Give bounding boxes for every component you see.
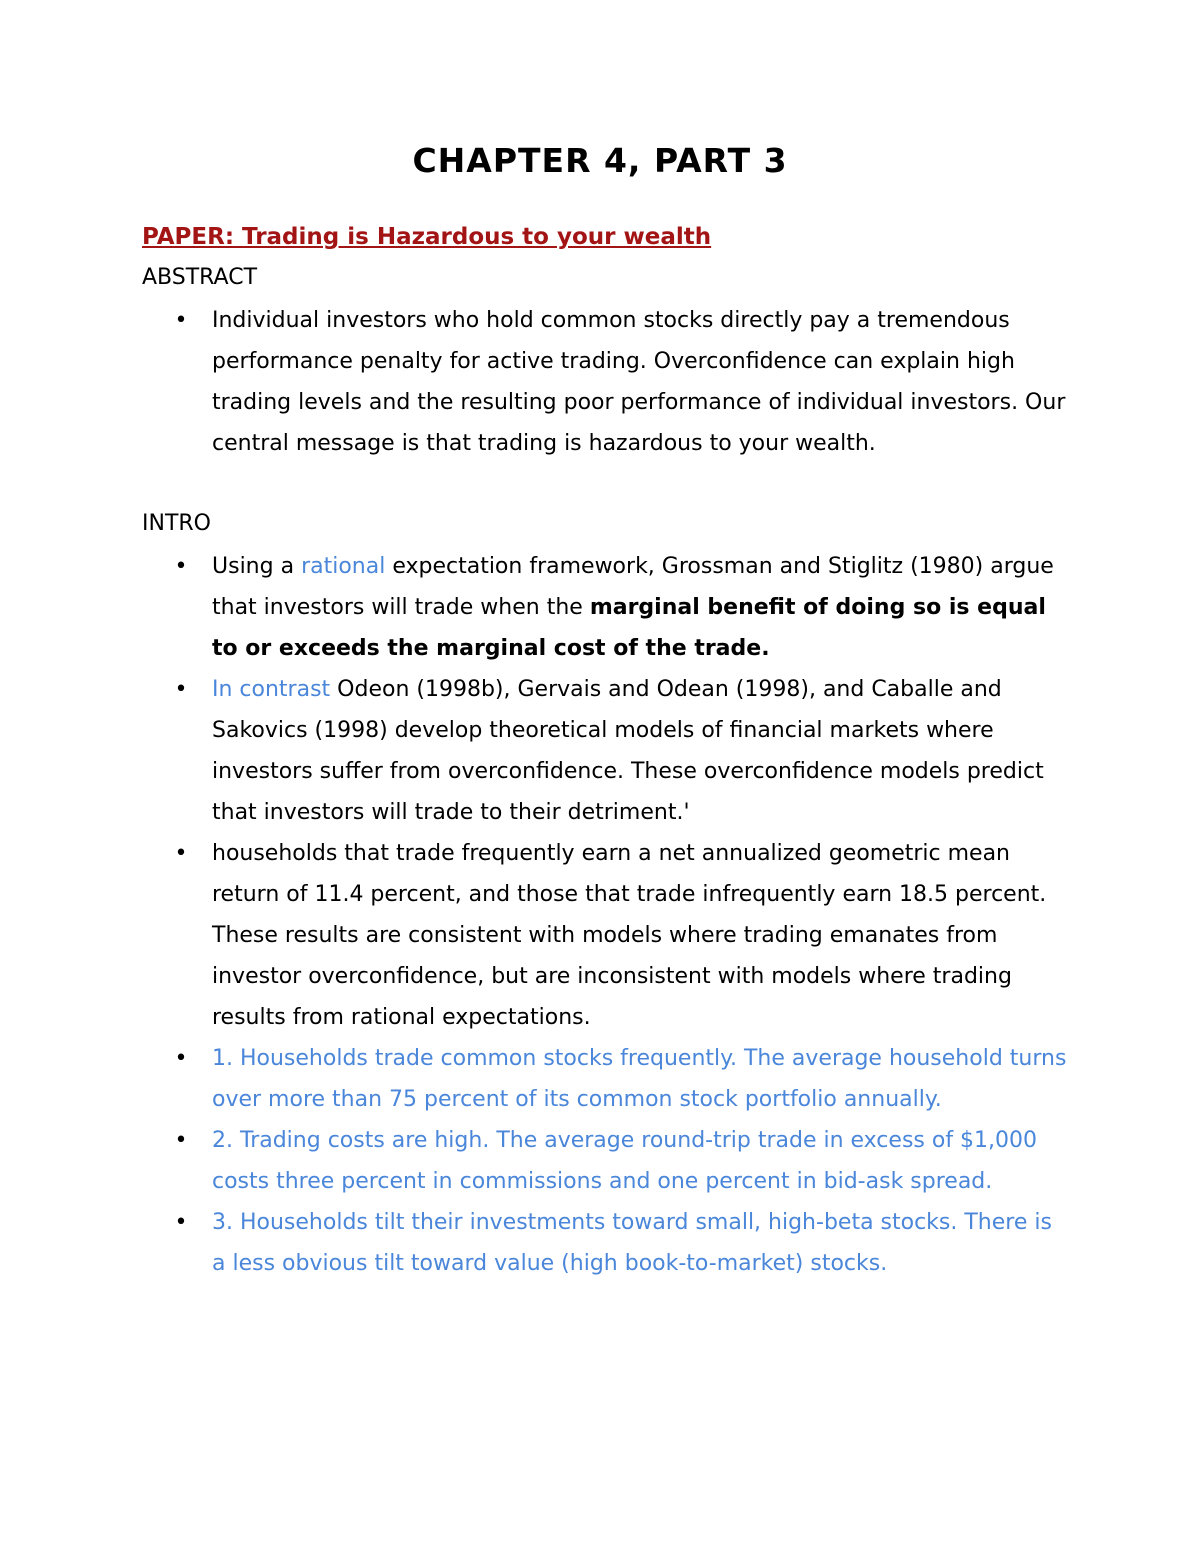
intro-b1-mid: expectation framework, Grossman and Stiglitz (1980) argue that investors will trade when the xyxy=(212,554,1054,620)
bullet-icon: • xyxy=(174,554,188,579)
bullet-icon: • xyxy=(174,1128,188,1153)
list-item xyxy=(0,300,1072,464)
abstract-label: ABSTRACT xyxy=(142,265,258,290)
list-item xyxy=(0,669,1072,833)
bullet-icon: • xyxy=(174,308,188,333)
bullet-icon: • xyxy=(174,1046,188,1071)
list-item xyxy=(0,546,1072,669)
intro-b2-rest: Odeon (1998b), Gervais and Odean (1998), and Caballe and Sakovics (1998) develop theoretical models of financial markets where investors suffer from overconfidence. These overconfidence models predict that investors will trade to their detriment.' xyxy=(212,677,1044,825)
abstract-list xyxy=(0,300,1200,464)
list-item xyxy=(0,833,1072,1038)
intro-list xyxy=(0,546,1200,1284)
intro-b5-text: 2. Trading costs are high. The average round-trip trade in excess of $1,000 costs three percent in commissions and one percent in bid-ask spread. xyxy=(212,1128,1038,1194)
intro-b4-text: 1. Households trade common stocks frequently. The average household turns over more than 75 percent of its common stock portfolio annually. xyxy=(212,1046,1067,1112)
intro-b6-text: 3. Households tilt their investments toward small, high-beta stocks. There is a less obvious tilt toward value (high book-to-market) stocks. xyxy=(212,1210,1052,1276)
intro-b3-text: households that trade frequently earn a net annualized geometric mean return of 11.4 percent, and those that trade infrequently earn 18.5 percent. These results are consistent with models where trading emanates from investor overconfidence, but are inconsistent with models where trading results from rational expectations. xyxy=(212,841,1047,1030)
list-item xyxy=(0,1038,1072,1120)
abstract-text: Individual investors who hold common stocks directly pay a tremendous performance penalty for active trading. Overconfidence can explain high trading levels and the resulting poor performance of individual investors. Our central message is that trading is hazardous to your wealth. xyxy=(212,308,1066,456)
rational-highlight: rational xyxy=(301,554,386,579)
list-item xyxy=(0,1120,1072,1202)
page-title: CHAPTER 4, PART 3 xyxy=(412,141,788,180)
in-contrast-highlight: In contrast xyxy=(212,677,331,702)
bullet-icon: • xyxy=(174,1210,188,1235)
intro-b1-pre: Using a xyxy=(212,554,302,579)
intro-b1-bold: marginal benefit of doing so is equal to or exceeds the marginal cost of the trade. xyxy=(212,595,1046,661)
bullet-icon: • xyxy=(174,677,188,702)
paper-heading: PAPER: Trading is Hazardous to your wealth xyxy=(142,224,712,250)
bullet-icon: • xyxy=(174,841,188,866)
intro-label: INTRO xyxy=(142,511,211,536)
list-item xyxy=(0,1202,1072,1284)
